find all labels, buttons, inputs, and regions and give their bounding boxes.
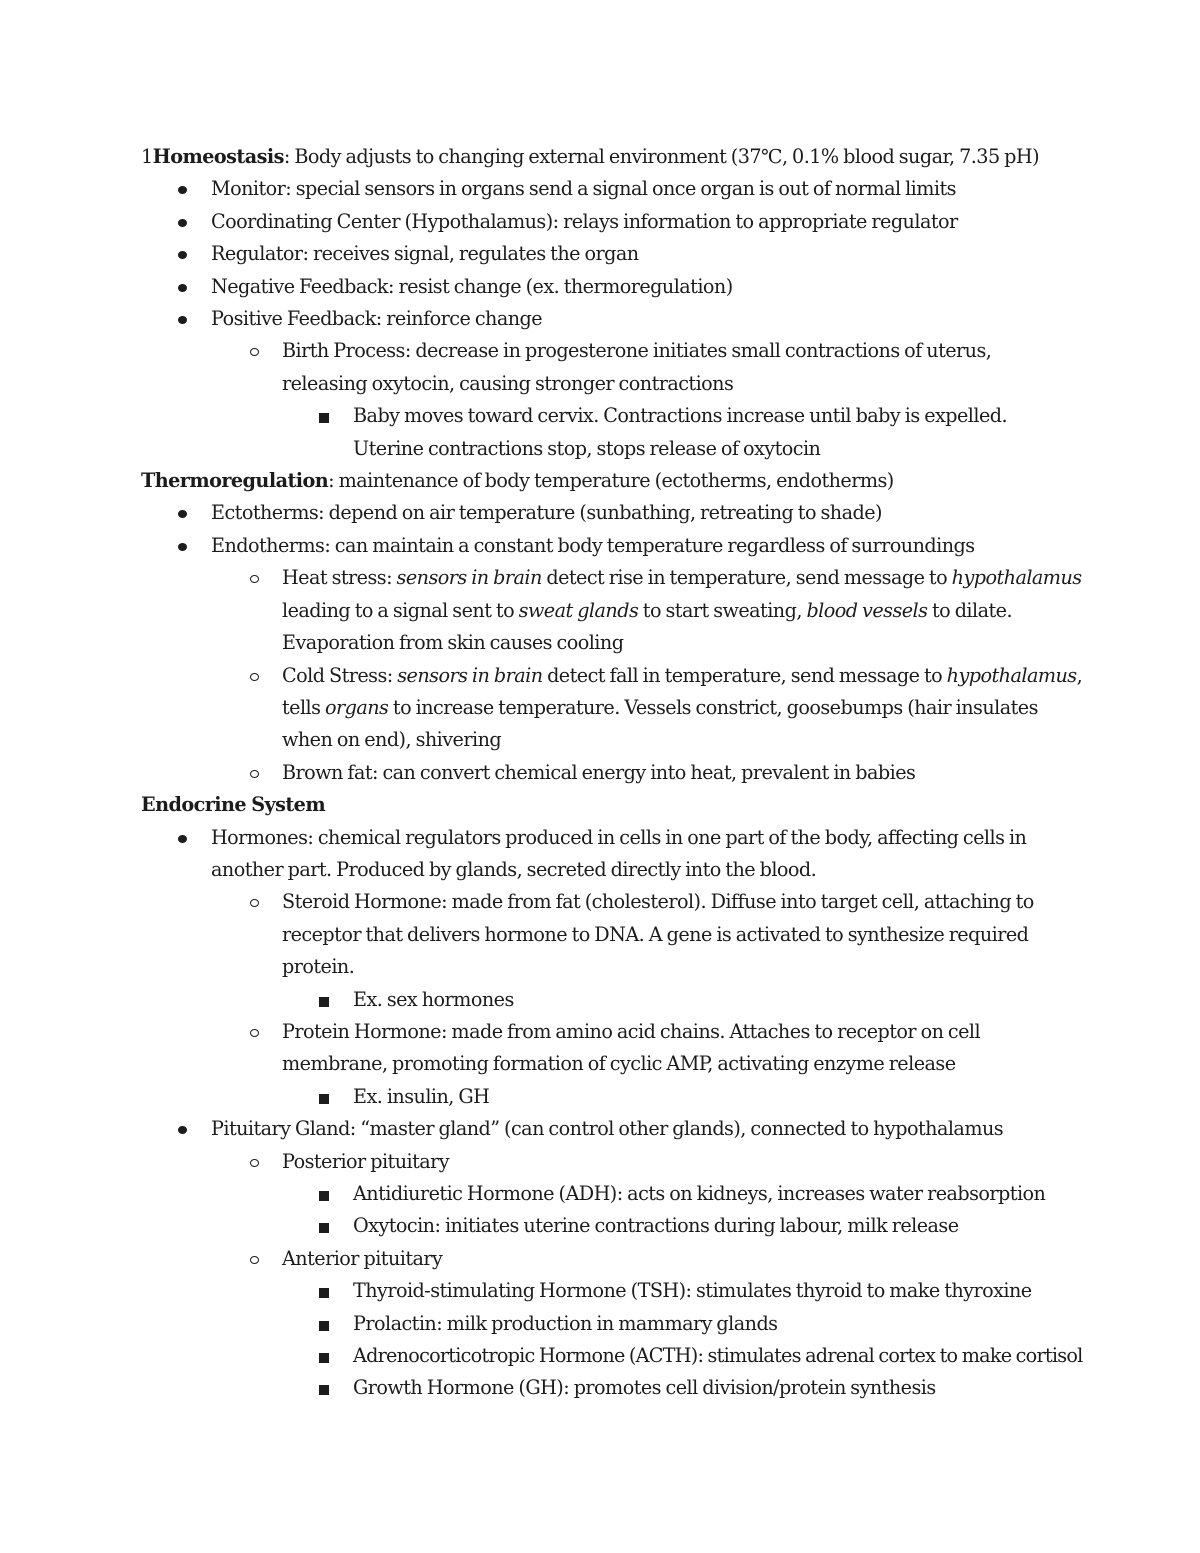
thermoregulation-term: Thermoregulation bbox=[141, 469, 329, 493]
endocrine-heading bbox=[141, 789, 1181, 821]
bullet-dot-icon bbox=[178, 186, 187, 194]
list-item: Thyroid-stimulating Hormone (TSH): stimulates thyroid to make thyroxine bbox=[141, 1275, 1181, 1307]
list-item: Pituitary Gland: “master gland” (can control other glands), connected to hypothalamus bbox=[141, 1113, 1181, 1145]
list-item: Positive Feedback: reinforce change bbox=[141, 303, 1181, 335]
thermoregulation-heading bbox=[141, 465, 1181, 497]
cold-stress-text: Cold Stress: sensors in brain detect fall in temperature, send message to hypothalamus, tells organs to increase temperature. Vessels constrict, goosebumps (hair insulates when on end), shivering bbox=[282, 663, 1083, 752]
list-item: Prolactin: milk production in mammary glands bbox=[141, 1308, 1181, 1340]
homeostasis-heading bbox=[141, 141, 1181, 173]
list-item: Ex. insulin, GH bbox=[141, 1081, 1181, 1113]
list-item: Protein Hormone: made from amino acid chains. Attaches to receptor on cell membrane, promoting formation of cyclic AMP, activating enzyme release bbox=[141, 1016, 1181, 1081]
list-item: Ex. sex hormones bbox=[141, 984, 1181, 1016]
list-item: Negative Feedback: resist change (ex. thermoregulation) bbox=[141, 271, 1181, 303]
list-item: Anterior pituitary bbox=[141, 1243, 1181, 1275]
list-item: Ectotherms: depend on air temperature (sunbathing, retreating to shade) bbox=[141, 497, 1181, 529]
bullet-dot-icon bbox=[178, 219, 187, 227]
bullet-dot-icon bbox=[178, 316, 187, 324]
endocrine-list bbox=[141, 822, 1181, 1405]
bullet-circle-icon bbox=[250, 1029, 259, 1037]
list-item: Antidiuretic Hormone (ADH): acts on kidneys, increases water reabsorption bbox=[141, 1178, 1181, 1210]
bullet-square-icon bbox=[319, 413, 329, 423]
bullet-dot-icon bbox=[178, 1126, 187, 1134]
homeostasis-term: Homeostasis bbox=[152, 145, 284, 168]
bullet-circle-icon bbox=[250, 348, 259, 356]
bullet-dot-icon bbox=[178, 835, 187, 843]
list-item bbox=[141, 660, 1181, 757]
list-item: Steroid Hormone: made from fat (cholesterol). Diffuse into target cell, attaching to receptor that delivers hormone to DNA. A gene is activated to synthesize required protein. bbox=[141, 886, 1181, 983]
bullet-dot-icon bbox=[178, 284, 187, 292]
list-item: Adrenocorticotropic Hormone (ACTH): stimulates adrenal cortex to make cortisol bbox=[141, 1340, 1181, 1372]
document-body bbox=[141, 141, 1181, 1405]
thermoregulation-list bbox=[141, 497, 1181, 789]
bullet-square-icon bbox=[319, 997, 329, 1007]
bullet-circle-icon bbox=[250, 673, 259, 681]
endocrine-title: Endocrine System bbox=[141, 793, 326, 817]
list-item: Regulator: receives signal, regulates the organ bbox=[141, 238, 1181, 270]
homeostasis-list bbox=[141, 173, 1181, 465]
bullet-square-icon bbox=[319, 1223, 329, 1233]
bullet-circle-icon bbox=[250, 1159, 259, 1167]
thermoregulation-description: : maintenance of body temperature (ectotherms, endotherms) bbox=[328, 469, 894, 493]
list-item: Posterior pituitary bbox=[141, 1146, 1181, 1178]
bullet-square-icon bbox=[319, 1353, 329, 1363]
homeostasis-description: : Body adjusts to changing external environment (37℃, 0.1% blood sugar, 7.35 pH) bbox=[283, 145, 1040, 168]
list-item bbox=[141, 562, 1181, 659]
bullet-square-icon bbox=[319, 1094, 329, 1104]
list-item: Hormones: chemical regulators produced in cells in one part of the body, affecting cells in another part. Produced by glands, secreted directly into the blood. bbox=[141, 822, 1181, 887]
list-item: Monitor: special sensors in organs send a signal once organ is out of normal limits bbox=[141, 173, 1181, 205]
bullet-square-icon bbox=[319, 1288, 329, 1298]
section-number: 1 bbox=[141, 145, 153, 168]
bullet-square-icon bbox=[319, 1191, 329, 1201]
bullet-square-icon bbox=[319, 1321, 329, 1331]
bullet-circle-icon bbox=[250, 1256, 259, 1264]
bullet-square-icon bbox=[319, 1385, 329, 1395]
bullet-dot-icon bbox=[178, 543, 187, 551]
bullet-circle-icon bbox=[250, 899, 259, 907]
list-item: Coordinating Center (Hypothalamus): relays information to appropriate regulator bbox=[141, 206, 1181, 238]
bullet-dot-icon bbox=[178, 251, 187, 259]
list-item: Growth Hormone (GH): promotes cell division/protein synthesis bbox=[141, 1372, 1181, 1404]
list-item: Baby moves toward cervix. Contractions increase until baby is expelled. Uterine contractions stop, stops release of oxytocin bbox=[141, 400, 1181, 465]
list-item: Endotherms: can maintain a constant body temperature regardless of surroundings bbox=[141, 530, 1181, 562]
bullet-circle-icon bbox=[250, 770, 259, 778]
list-item: Brown fat: can convert chemical energy into heat, prevalent in babies bbox=[141, 757, 1181, 789]
bullet-circle-icon bbox=[250, 575, 259, 583]
list-item: Oxytocin: initiates uterine contractions during labour, milk release bbox=[141, 1210, 1181, 1242]
list-item: Birth Process: decrease in progesterone initiates small contractions of uterus, releasing oxytocin, causing stronger contractions bbox=[141, 335, 1181, 400]
bullet-dot-icon bbox=[178, 510, 187, 518]
heat-stress-text: Heat stress: sensors in brain detect rise in temperature, send message to hypothalamus leading to a signal sent to sweat glands to start sweating, blood vessels to dilate. Evaporation from skin causes cooling bbox=[282, 566, 1082, 655]
